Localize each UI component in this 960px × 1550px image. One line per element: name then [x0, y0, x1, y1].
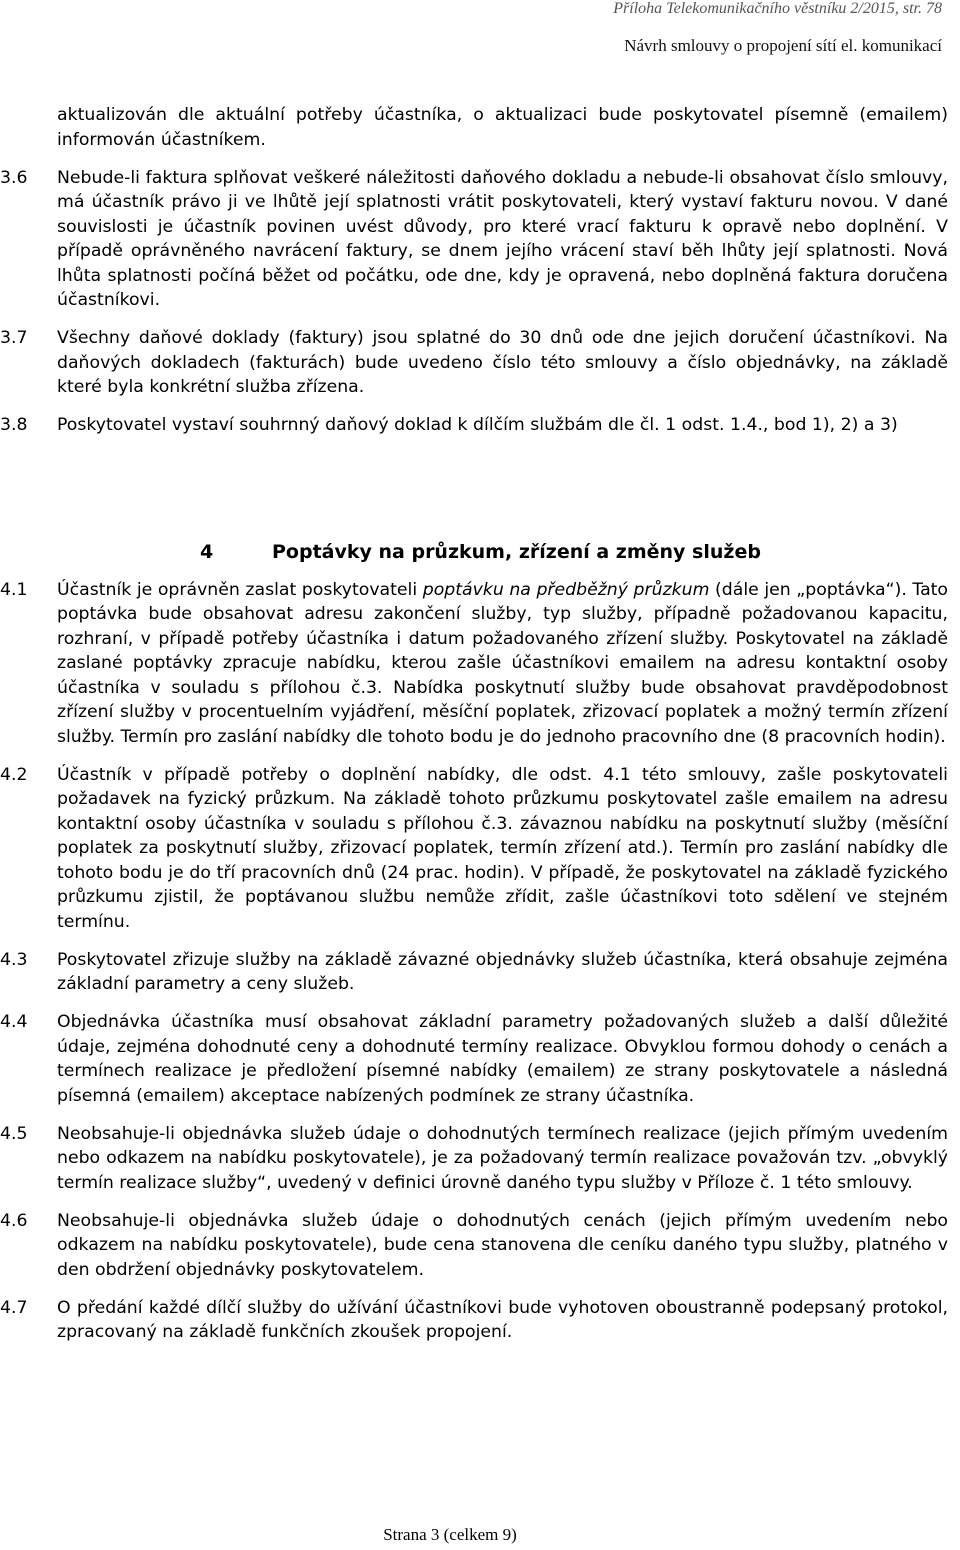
section-heading: [0, 540, 948, 570]
clause-number: 3.7: [0, 328, 28, 348]
clause-number: 4.2: [0, 764, 28, 785]
clause-3-8: [0, 413, 948, 438]
clause-4-3: [0, 948, 948, 997]
clause-number: 4.3: [0, 949, 28, 970]
clause-4-1: [0, 578, 948, 750]
intro-text: aktualizován dle aktuální potřeby účastníka, o aktualizaci bude poskytovatel písemně (emailem) informován účastníkem.: [57, 105, 948, 150]
clause-text: Poskytovatel zřizuje služby na základě závazné objednávky služeb účastníka, která obsahuje zejména základní parametry a ceny služeb.: [57, 949, 948, 994]
clause-text: Neobsahuje-li objednávka služeb údaje o dohodnutých cenách (jejich přímým uvedením nebo odkazem na nabídku poskytovatele), bude cena stanovena dle ceníku daného typu služby, platného v den obdržení objednávky poskytovatelem.: [57, 1210, 948, 1280]
intro-paragraph: [0, 103, 948, 152]
document-body: [0, 103, 948, 1345]
clause-number: 3.6: [0, 167, 28, 188]
clause-4-4: [0, 1010, 948, 1108]
clause-4-6: [0, 1209, 948, 1283]
clause-4-2: [0, 763, 948, 935]
clause-text-italic: poptávku na předběžný průzkum: [422, 579, 710, 600]
clause-text: Účastník v případě potřeby o doplnění nabídky, dle odst. 4.1 této smlouvy, zašle poskytovateli požadavek na fyzický průzkum. Na základě tohoto průzkumu poskytovatel zašle emailem na adresu kontaktní osoby účastníka v souladu s přílohou č.3. závaznou nabídku na poskytnutí služby (měsíční poplatek za poskytnutí služby, zřizovací poplatek, termín zřízení atd.). Termín pro zaslání nabídky dle tohoto bodu je do tří pracovních dnů (24 prac. hodin). V případě, že poskytovatel na základě fyzického průzkumu zjistil, že poptávanou službu nemůže zřídit, zašle účastníkovi toto sdělení ve stejném termínu.: [57, 764, 948, 932]
clause-number: 4.4: [0, 1012, 28, 1032]
clause-text: Poskytovatel vystaví souhrnný daňový doklad k dílčím službám dle čl. 1 odst. 1.4., bod 1), 2) a 3): [57, 415, 898, 435]
page-footer: Strana 3 (celkem 9): [383, 1525, 517, 1544]
clause-number: 4.7: [0, 1297, 28, 1318]
clause-3-6: [0, 166, 948, 313]
header-document-title: Návrh smlouvy o propojení sítí el. komunikací: [624, 36, 942, 55]
clause-number: 4.5: [0, 1123, 28, 1144]
section-title: Poptávky na průzkum, zřízení a změny služeb: [272, 540, 761, 563]
clause-text: Objednávka účastníka musí obsahovat základní parametry požadovaných služeb a další důležité údaje, zejména dohodnuté ceny a dohodnuté termíny realizace. Obvyklou formou dohody o cenách a termínech realizace je předložení písemné nabídky (emailem) ze strany poskytovatele a následná písemná (emailem) akceptace nabízených podmínek ze strany účastníka.: [57, 1012, 948, 1106]
clause-text: Nebude-li faktura splňovat veškeré náležitosti daňového dokladu a nebude-li obsahovat číslo smlouvy, má účastník právo ji ve lhůtě její splatnosti vrátit poskytovateli, který vystaví fakturu novou. V dané souvislosti je účastník povinen uvést důvody, pro které vrací fakturu k opravě nebo doplnění. V případě oprávněného navrácení faktury, se dnem jejího vrácení staví běh lhůty její splatnosti. Nová lhůta splatnosti počíná běžet od počátku, ode dne, kdy je opravená, nebo doplněná faktura doručena účastníkovi.: [57, 167, 948, 310]
clause-3-7: [0, 326, 948, 400]
clause-text: Všechny daňové doklady (faktury) jsou splatné do 30 dnů ode dne jejich doručení účastníkovi. Na daňových dokladech (fakturách) bude uvedeno číslo této smlouvy a číslo objednávky, na základě které byla konkrétní služba zřízena.: [57, 328, 948, 397]
clause-4-5: [0, 1122, 948, 1196]
clause-number: 3.8: [0, 415, 28, 435]
clause-number: 4.6: [0, 1210, 28, 1231]
clause-text: Neobsahuje-li objednávka služeb údaje o dohodnutých termínech realizace (jejich přímým uvedením nebo odkazem na nabídku poskytovatele), je za požadovaný termín realizace považován tzv. „obvyklý termín realizace služby“, uvedený v definici úrovně daného typu služby v Příloze č. 1 této smlouvy.: [57, 1123, 948, 1193]
clause-text-end: (dále jen „poptávka“). Tato poptávka bude obsahovat adresu zakončení služby, typ služby, případně požadovanou kapacitu, rozhraní, v případě potřeby účastníka i datum požadovaného zřízení služby. Poskytovatel na základě zaslané poptávky zpracuje nabídku, kterou zašle účastníkovi emailem na adresu kontaktní osoby účastníka v souladu s přílohou č.3. Nabídka poskytnutí služby bude obsahovat pravděpodobnost zřízení služby v procentuelním vyjádření, měsíční poplatek, zřizovací poplatek a možný termín zřízení služby. Termín pro zaslání nabídky dle tohoto bodu je do jednoho pracovního dne (8 pracovních hodin).: [57, 579, 949, 747]
clause-4-7: [0, 1296, 948, 1345]
clause-text-start: Účastník je oprávněn zaslat poskytovateli: [57, 579, 423, 600]
clause-text: O předání každé dílčí služby do užívání účastníkovi bude vyhotoven oboustranně podepsaný protokol, zpracovaný na základě funkčních zkoušek propojení.: [57, 1297, 948, 1342]
section-number: 4: [200, 540, 214, 563]
header-publication: Příloha Telekomunikačního věstníku 2/2015, str. 78: [613, 0, 942, 17]
clause-number: 4.1: [0, 579, 28, 600]
